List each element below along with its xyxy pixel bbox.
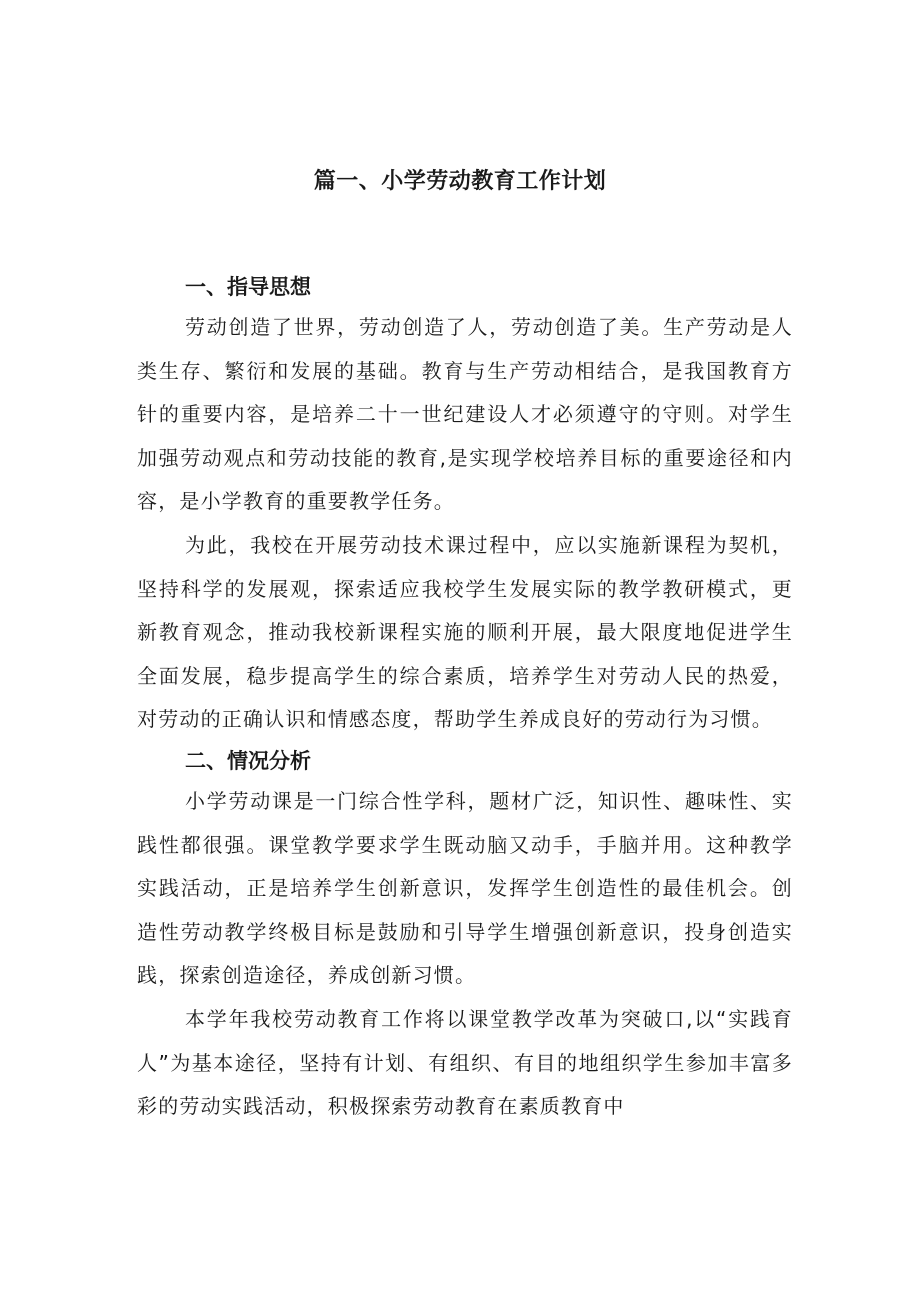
- document-body: [137, 268, 793, 1129]
- section-guiding-ideology: [137, 268, 793, 742]
- paragraph: 为此，我校在开展劳动技术课过程中，应以实施新课程为契机，坚持科学的发展观，探索适应我校学生发展实际的教学教研模式，更新教育观念，推动我校新课程实施的顺利开展，最大限度地促进学生全面发展，稳步提高学生的综合素质，培养学生对劳动人民的热爱，对劳动的正确认识和情感态度，帮助学生养成良好的劳动行为习惯。: [137, 532, 793, 732]
- section-heading: 一、指导思想: [185, 275, 311, 299]
- paragraph: 本学年我校劳动教育工作将以课堂教学改革为突破口,以“实践育人”为基本途径，坚持有计划、有组织、有目的地组织学生参加丰富多彩的劳动实践活动，积极探索劳动教育在素质教育中: [137, 1006, 793, 1119]
- paragraph: 劳动创造了世界，劳动创造了人，劳动创造了美。生产劳动是人类生存、繁衍和发展的基础。教育与生产劳动相结合，是我国教育方针的重要内容，是培养二十一世纪建设人才必须遵守的守则。对学生加强劳动观点和劳动技能的教育,是实现学校培养目标的重要途径和内容，是小学教育的重要教学任务。: [137, 315, 793, 514]
- section-situation-analysis: [137, 742, 793, 1129]
- paragraph: 小学劳动课是一门综合性学科，题材广泛，知识性、趣味性、实践性都很强。课堂教学要求学生既动脑又动手，手脑并用。这种教学实践活动，正是培养学生创新意识，发挥学生创造性的最佳机会。创造性劳动教学终极目标是鼓励和引导学生增强创新意识，投身创造实践，探索创造途径，养成创新习惯。: [137, 788, 793, 988]
- section-heading: 二、情况分析: [185, 748, 311, 773]
- document-title: 篇一、小学劳动教育工作计划: [313, 169, 607, 194]
